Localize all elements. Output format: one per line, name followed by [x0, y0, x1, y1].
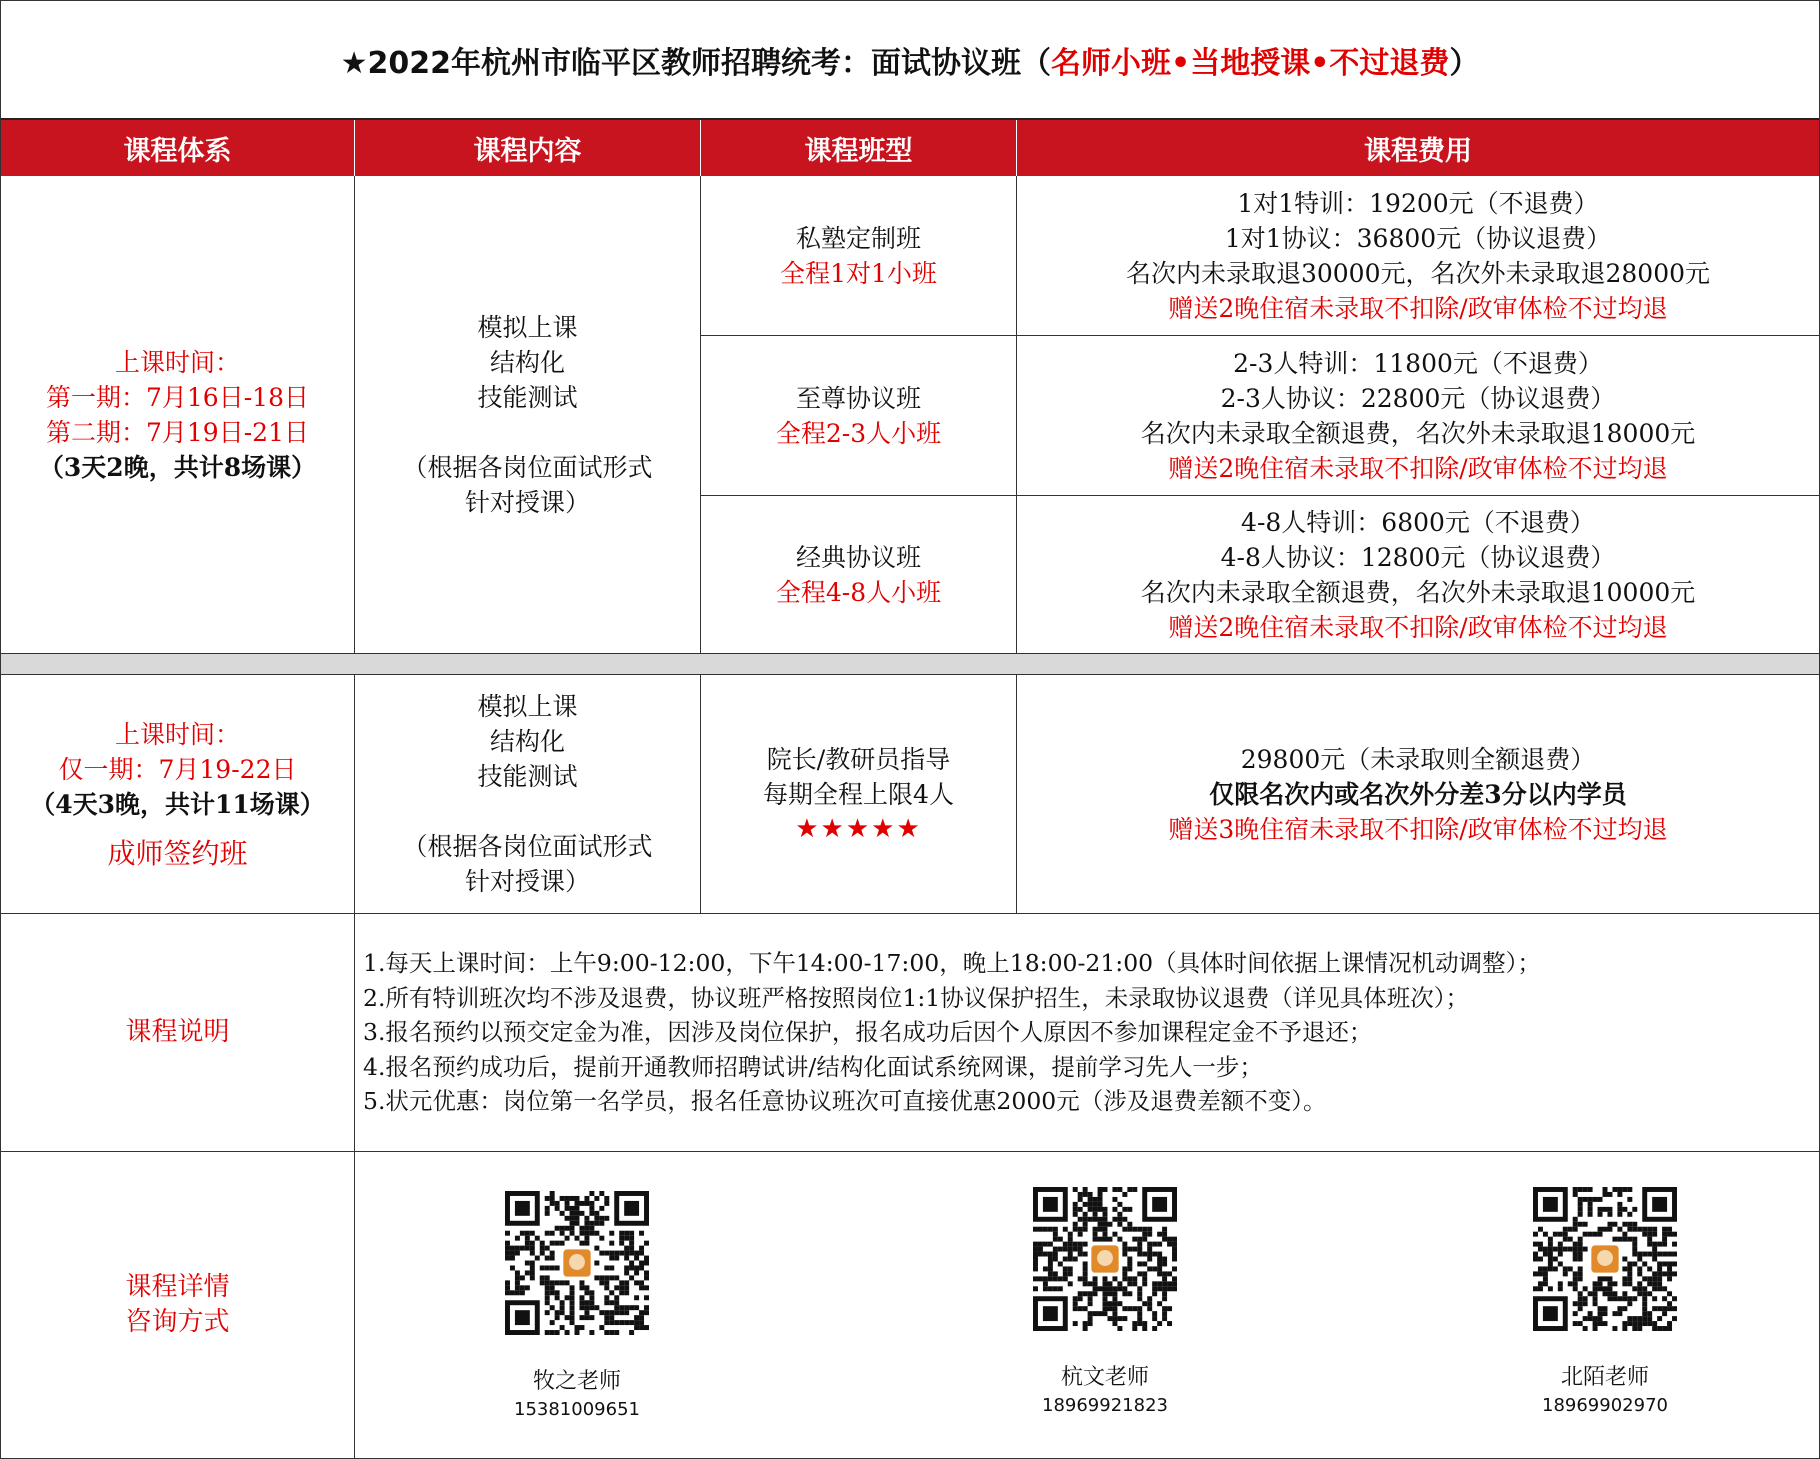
qr-code-icon[interactable] [505, 1191, 649, 1335]
contact-phone: 18969902970 [1542, 1395, 1668, 1416]
consult-label-1: 课程详情 [125, 1272, 230, 1302]
fee-line: 4-8人特训：6800元（不退费） [1241, 507, 1595, 537]
notes-list [355, 914, 1819, 1152]
fee-line: 1对1协议：36800元（协议退费） [1224, 223, 1612, 253]
type-line: 院长/教研员指导 [766, 744, 951, 774]
title-suffix: ） [1449, 45, 1480, 81]
class-row-3-fee [1017, 496, 1819, 654]
class-row-2-type [701, 336, 1017, 496]
fee-line: 名次内未录取全额退费，名次外未录取退10000元 [1140, 577, 1696, 607]
star-icon: ★★★★★ [795, 813, 922, 844]
content-line: 技能测试 [477, 762, 578, 791]
class-name: 私塾定制班 [795, 223, 921, 253]
class-size: 全程1对1小班 [780, 258, 937, 288]
title-prefix: ★2022年杭州市临平区教师招聘统考：面试协议班（ [340, 45, 1052, 81]
section2-period: 仅一期：7月19-22日 [58, 755, 297, 784]
gift-line: 赠送2晚住宿未录取不扣除/政审体检不过均退 [1168, 293, 1668, 323]
type-line: 每期全程上限4人 [763, 779, 954, 809]
section2-class-type [701, 675, 1017, 914]
class-row-2-fee [1017, 336, 1819, 496]
contact-card-3 [1525, 1187, 1685, 1419]
class-row-3-type [701, 496, 1017, 654]
class-row-1-type [701, 176, 1017, 336]
header-class-type: 课程班型 [701, 120, 1017, 176]
section1-schedule [1, 176, 355, 654]
contact-card-1 [497, 1191, 657, 1423]
section2-schedule [1, 675, 355, 914]
class-row-1-fee [1017, 176, 1819, 336]
fee-restriction: 仅限名次内或名次外分差3分以内学员 [1209, 779, 1627, 809]
section2-fee [1017, 675, 1819, 914]
content-line: （根据各岗位面试形式 [402, 832, 653, 861]
note-item: 5.状元优惠：岗位第一名学员，报名任意协议班次可直接优惠2000元（涉及退费差额不变）。 [363, 1087, 1327, 1116]
qr-code-icon[interactable] [1033, 1187, 1177, 1331]
section1-summary: （3天2晚，共计8场课） [38, 452, 317, 482]
fee-line: 4-8人协议：12800元（协议退费） [1220, 542, 1616, 572]
class-size: 全程2-3人小班 [775, 418, 942, 448]
notes-label-cell [1, 914, 355, 1152]
note-item: 1.每天上课时间：上午9:00-12:00，下午14:00-17:00，晚上18:00-21:00（具体时间依据上课情况机动调整）； [363, 949, 1541, 978]
contact-phone: 15381009651 [514, 1399, 640, 1420]
header-content: 课程内容 [355, 120, 701, 176]
section1-period2: 第二期：7月19日-21日 [46, 417, 309, 447]
note-item: 3.报名预约以预交定金为准，因涉及岗位保护，报名成功后因个人原因不参加课程定金不予退还； [363, 1018, 1373, 1047]
content-line: 模拟上课 [477, 692, 578, 721]
contact-name: 北陌老师 [1560, 1365, 1649, 1390]
contact-name: 杭文老师 [1060, 1365, 1149, 1390]
fee-line: 名次内未录取全额退费，名次外未录取退18000元 [1140, 418, 1696, 448]
content-line: 结构化 [489, 347, 565, 377]
class-size: 全程4-8人小班 [775, 577, 942, 607]
section1-content [355, 176, 701, 654]
section2-class-name: 成师签约班 [107, 837, 248, 870]
contact-name: 牧之老师 [532, 1369, 621, 1394]
section2-summary: （4天3晚，共计11场课） [30, 790, 325, 819]
section2-content [355, 675, 701, 914]
title-highlight: 名师小班•当地授课•不过退费 [1051, 45, 1450, 81]
contact-card-2 [1025, 1187, 1185, 1419]
consult-label-2: 咨询方式 [125, 1307, 230, 1337]
section1-time-label: 上课时间： [114, 347, 240, 377]
content-line: 针对授课） [464, 487, 590, 517]
class-name: 经典协议班 [795, 542, 921, 572]
notes-label: 课程说明 [125, 1017, 230, 1047]
class-name: 至尊协议班 [795, 383, 921, 413]
header-fee: 课程费用 [1017, 120, 1819, 176]
content-line: 结构化 [489, 727, 565, 756]
gift-line: 赠送2晚住宿未录取不扣除/政审体检不过均退 [1168, 453, 1668, 483]
note-item: 4.报名预约成功后，提前开通教师招聘试讲/结构化面试系统网课，提前学习先人一步； [363, 1052, 1263, 1081]
fee-line: 1对1特训：19200元（不退费） [1237, 188, 1599, 218]
fee-line: 名次内未录取退30000元，名次外未录取退28000元 [1125, 258, 1711, 288]
contact-phone: 18969921823 [1042, 1395, 1168, 1416]
content-line: 针对授课） [464, 867, 590, 896]
fee-line: 2-3人特训：11800元（不退费） [1233, 348, 1603, 378]
content-line: （根据各岗位面试形式 [402, 452, 653, 482]
note-item: 2.所有特训班次均不涉及退费，协议班严格按照岗位1:1协议保护招生，未录取协议退费（详见具体班次）； [363, 983, 1469, 1012]
page-title [1, 1, 1819, 120]
gift-line: 赠送2晚住宿未录取不扣除/政审体检不过均退 [1168, 612, 1668, 642]
section2-time-label: 上课时间： [114, 720, 240, 749]
gift-line: 赠送3晚住宿未录取不扣除/政审体检不过均退 [1168, 814, 1668, 844]
content-line: 技能测试 [477, 382, 578, 412]
content-line: 模拟上课 [477, 312, 578, 342]
section-divider [1, 654, 1819, 675]
header-system: 课程体系 [1, 120, 355, 176]
qr-code-icon[interactable] [1533, 1187, 1677, 1331]
consult-label-cell [1, 1152, 355, 1458]
fee-line: 2-3人协议：22800元（协议退费） [1220, 383, 1616, 413]
fee-line: 29800元（未录取则全额退费） [1240, 744, 1596, 774]
section1-period1: 第一期：7月16日-18日 [46, 382, 309, 412]
